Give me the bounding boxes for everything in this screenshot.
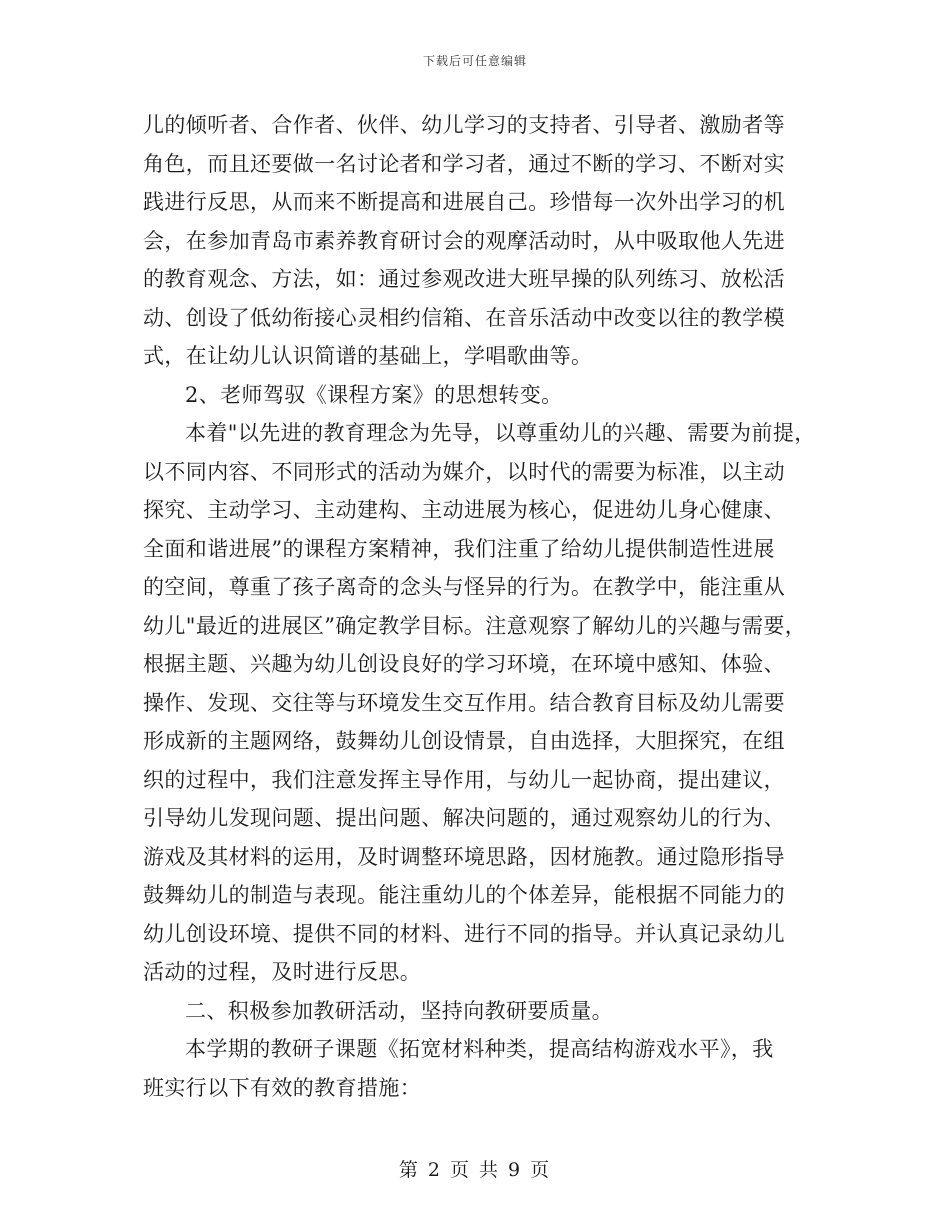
text-line: 践进行反思，从而来不断提高和进展自己。珍惜每一次外出学习的机 [143,190,785,214]
text-line: 儿的倾听者、合作者、伙伴、幼儿学习的支持者、引导者、激励者等 [143,113,785,137]
text-line: 角色，而且还要做一名讨论者和学习者，通过不断的学习、不断对实 [143,151,785,176]
page-header: 下载后可任意编辑 [422,54,527,68]
text-line: 活动的过程，及时进行反思。 [143,960,422,984]
text-line: 班实行以下有效的教育措施： [143,1075,422,1100]
page-number-footer: 第 2 页 共 9 页 [398,1159,552,1181]
text-line: 幼儿"最近的进展区”确定教学目标。注意观察了解幼儿的兴趣与需要， [143,613,807,638]
text-line: 织的过程中，我们注意发挥主导作用，与幼儿一起协商，提出建议， [143,767,785,792]
text-line: 探究、主动学习、主动建构、主动进展为核心，促进幼儿身心健康、 [143,498,785,522]
text-line: 式，在让幼儿认识简谱的基础上，学唱歌曲等。 [143,344,593,368]
text-line: 幼儿创设环境、提供不同的材料、进行不同的指导。并认真记录幼儿 [143,921,785,946]
text-line: 动、创设了低幼衔接心灵相约信箱、在音乐活动中改变以往的教学模 [143,305,785,330]
text-line: 操作、发现、交往等与环境发生交互作用。结合教育目标及幼儿需要 [143,690,785,715]
text-line: 以不同内容、不同形式的活动为媒介，以时代的需要为标准，以主动 [143,459,785,484]
text-line: 游戏及其材料的运用，及时调整环境思路，因材施教。通过隐形指导 [143,844,785,869]
text-line: 的教育观念、方法，如：通过参观改进大班早操的队列练习、放松活 [143,267,785,291]
text-line: 会，在参加青岛市素养教育研讨会的观摩活动时，从中吸取他人先进 [143,228,785,253]
document-body [143,106,823,1107]
section-heading: 二、积极参加教研活动，坚持向教研要质量。 [185,998,613,1023]
paragraph-start: 本学期的教研子课题《拓宽材料种类，提高结构游戏水平》，我 [185,1037,774,1061]
section-heading: 2、老师驾驭《课程方案》的思想转变。 [185,382,563,407]
text-line: 全面和谐进展”的课程方案精神，我们注重了给幼儿提供制造性进展 [143,536,775,561]
paragraph-start: 本着"以先进的教育理念为先导，以尊重幼儿的兴趣、需要为前提， [185,421,816,445]
text-line: 鼓舞幼儿的制造与表现。能注重幼儿的个体差异，能根据不同能力的 [143,883,785,907]
text-line: 形成新的主题网络，鼓舞幼儿创设情景，自由选择，大胆探究，在组 [143,729,785,753]
text-line: 引导幼儿发现问题、提出问题、解决问题的，通过观察幼儿的行为、 [143,806,785,830]
text-line: 的空间，尊重了孩子离奇的念头与怪异的行为。在教学中，能注重从 [143,575,785,599]
text-line: 根据主题、兴趣为幼儿创设良好的学习环境，在环境中感知、体验、 [143,652,785,676]
